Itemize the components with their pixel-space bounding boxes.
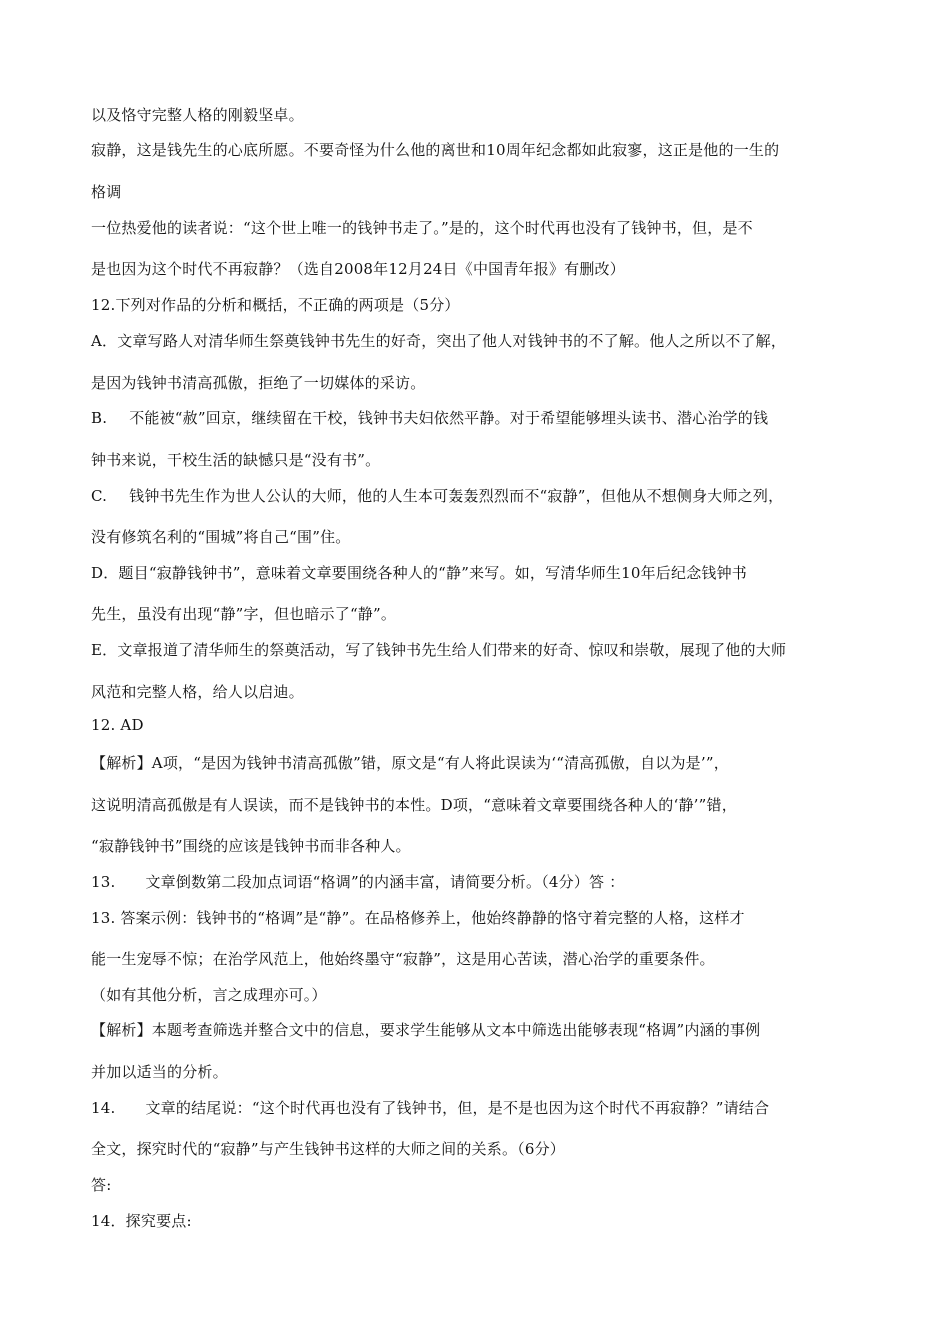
question-13	[91, 871, 624, 892]
option-d-cont: 先生，虽没有出现“静”字，但也暗示了“静”。	[91, 605, 397, 623]
option-a-cont: 是因为钱钟书清高孤傲，拒绝了一切媒体的采访。	[91, 374, 426, 392]
option-b	[91, 407, 768, 428]
answer-14-heading: 14．探究要点:	[91, 1212, 192, 1230]
option-c-text: 钱钟书先生作为世人公认的大师，他的人生本可轰轰烈烈而不“寂静”，但他从不想侧身大师之列，	[129, 487, 784, 505]
option-a: A．文章写路人对清华师生祭奠钱钟书先生的好奇，突出了他人对钱钟书的不了解。他人之所以不了解，	[91, 332, 787, 350]
question-12-stem: 12.下列对作品的分析和概括，不正确的两项是（5分）	[91, 296, 460, 314]
option-b-cont: 钟书来说，干校生活的缺憾只是“没有书”。	[91, 451, 381, 469]
answer-13-cont: 能一生宠辱不惊；在治学风范上，他始终墨守“寂静”，这是用心苦读，潜心治学的重要条件。	[91, 950, 715, 968]
analysis-13: 【解析】本题考查筛选并整合文中的信息，要求学生能够从文本中筛选出能够表现“格调”内涵的事例	[91, 1021, 761, 1039]
paragraph-line: 寂静，这是钱先生的心底所愿。不要奇怪为什么他的离世和10周年纪念都如此寂寥，这正是他的一生的	[91, 141, 780, 159]
paragraph-line: 以及恪守完整人格的刚毅坚卓。	[91, 106, 304, 124]
option-c-cont: 没有修筑名利的“围城”将自己“围”住。	[91, 528, 351, 546]
answer-label: 答:	[91, 1176, 112, 1194]
analysis-13-cont: 并加以适当的分析。	[91, 1063, 228, 1081]
paragraph-line: 格调	[91, 183, 122, 201]
analysis-12-cont: “寂静钱钟书”围绕的应该是钱钟书而非各种人。	[91, 837, 411, 855]
option-b-marker: B.	[91, 409, 108, 427]
question-14-text: 文章的结尾说：“这个时代再也没有了钱钟书，但，是不是也因为这个时代不再寂静？”请结合	[145, 1099, 770, 1117]
paragraph-line: 是也因为这个时代不再寂静？（选自2008年12月24日《中国青年报》有删改）	[91, 260, 625, 278]
question-14	[91, 1097, 769, 1118]
answer-12: 12. AD	[91, 716, 144, 734]
question-14-number: 14.	[91, 1099, 116, 1117]
option-e-cont: 风范和完整人格，给人以启迪。	[91, 683, 304, 701]
option-c	[91, 485, 783, 506]
question-13-number: 13.	[91, 873, 116, 891]
answer-13-note: （如有其他分析，言之成理亦可。）	[91, 986, 327, 1004]
option-c-marker: C.	[91, 487, 108, 505]
question-13-text: 文章倒数第二段加点词语“格调”的内涵丰富，请简要分析。（4分）答 ：	[145, 873, 625, 891]
option-d: D．题目“寂静钱钟书”，意味着文章要围绕各种人的“静”来写。如，写清华师生10年后纪念钱钟书	[91, 564, 747, 582]
option-e: E．文章报道了清华师生的祭奠活动，写了钱钟书先生给人们带来的好奇、惊叹和崇敬，展现了他的大师	[91, 641, 787, 659]
question-14-cont: 全文，探究时代的“寂静”与产生钱钟书这样的大师之间的关系。（6分）	[91, 1140, 565, 1158]
paragraph-line: 一位热爱他的读者说：“这个世上唯一的钱钟书走了。”是的，这个时代再也没有了钱钟书，但，是不	[91, 219, 753, 237]
analysis-12-cont: 这说明清高孤傲是有人误读，而不是钱钟书的本性。D项，“意味着文章要围绕各种人的‘静’”错，	[91, 796, 737, 814]
option-b-text: 不能被“赦”回京，继续留在干校，钱钟书夫妇依然平静。对于希望能够埋头读书、潜心治学的钱	[129, 409, 769, 427]
analysis-12: 【解析】A项，“是因为钱钟书清高孤傲”错，原文是“有人将此误读为‘“清高孤傲，自以为是’”，	[91, 754, 729, 772]
answer-13: 13. 答案示例：钱钟书的“格调”是“静”。在品格修养上，他始终静静的恪守着完整的人格，这样才	[91, 909, 745, 927]
